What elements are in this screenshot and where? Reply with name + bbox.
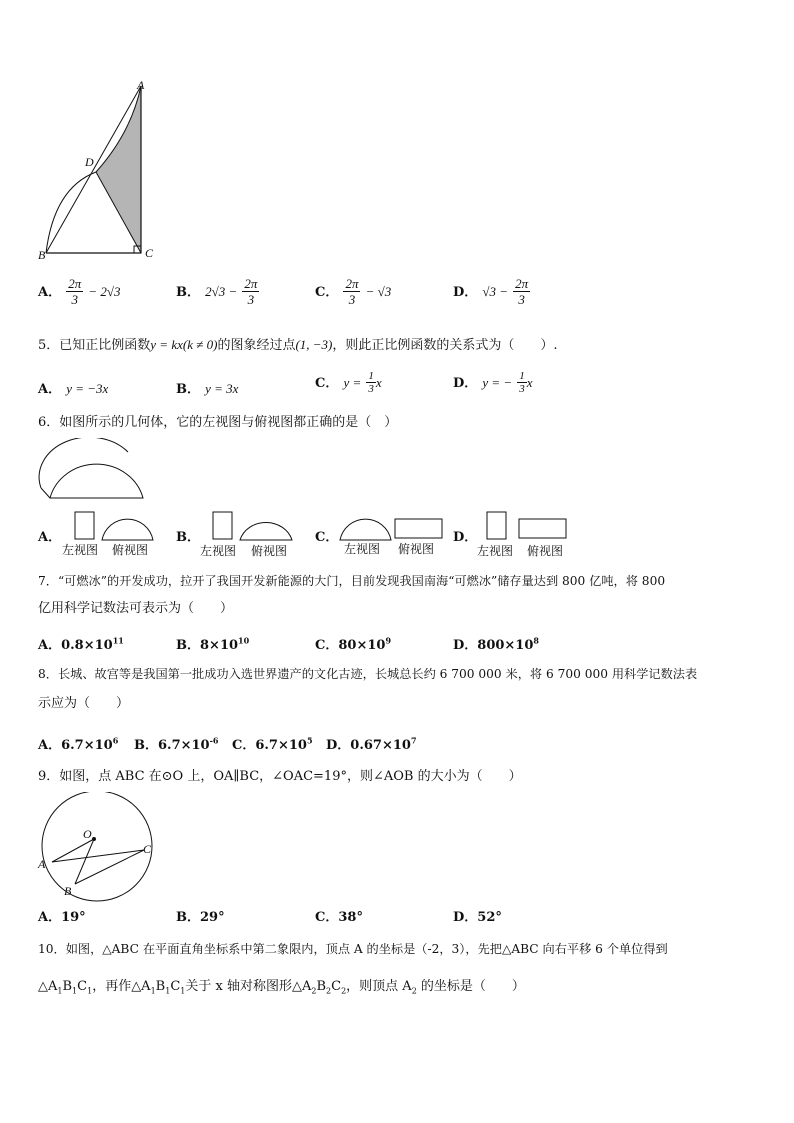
caption-top-view: 俯视图	[251, 544, 288, 558]
top-view-semicircle	[100, 512, 156, 542]
q9-option-c[interactable]: C．38°	[315, 910, 363, 925]
q8-option-b[interactable]: B．$6.7\times 10^{-6}$	[134, 735, 219, 753]
q5-stem: 5．已知正比例函数y = kx(k ≠ 0)的图象经过点(1, −3)，则此正比例函数的关系式为（ ）.	[38, 337, 558, 353]
q7-stem-line1: 7．“可燃冰”的开发成功，拉开了我国开发新能源的大门，目前发现我国南海“可燃冰”储存量达到 800 亿吨，将 800	[38, 574, 666, 588]
q6-option-d[interactable]: D．	[453, 530, 478, 545]
q9-stem: 9．如图，点 ABC 在⊙O 上，OA∥BC，∠OAC=19°，则∠AOB 的大小为（ ）	[38, 769, 522, 784]
q8-option-c[interactable]: C．$6.7\times 10^5$	[232, 735, 313, 753]
q7-option-b[interactable]: B．$8\times 10^{10}$	[176, 635, 250, 653]
top-view-rect-wide	[518, 518, 568, 540]
q7-option-a[interactable]: A．$0.8\times 10^{11}$	[38, 635, 124, 653]
q5-option-c[interactable]: C． y = $\frac{1}{3}$ x	[315, 370, 382, 395]
q7-option-c[interactable]: C．$80\times 10^9$	[315, 635, 392, 653]
caption-left-view: 左视图	[477, 544, 514, 558]
left-view-rect-tall	[212, 511, 234, 541]
label-a: A	[137, 78, 145, 92]
caption-left-view: 左视图	[344, 542, 381, 556]
q7-option-d[interactable]: D．$800\times 10^8$	[453, 635, 539, 653]
q8-stem-line1: 8．长城、故宫等是我国第一批成功入选世界遗产的文化古迹，长城总长约 6 700 000 米，将 6 700 000 用科学记数法表	[38, 667, 698, 681]
q10-stem-line2: $\triangle A_1B_1C_1$，再作$\triangle A_1B_1C_1$关于 x 轴对称图形$\triangle A_2B_2C_2$，则顶点 $A_2$ 的坐标是（ ）	[38, 979, 525, 996]
arc-bd	[46, 172, 96, 253]
top-view-rect-wide	[394, 518, 444, 540]
caption-left-view: 左视图	[200, 544, 237, 558]
caption-top-view: 俯视图	[527, 544, 564, 558]
q4-figure	[36, 78, 166, 268]
q9-option-d[interactable]: D．52°	[453, 910, 502, 925]
q9-circle-figure	[38, 792, 160, 904]
q8-stem-line2: 示应为（ ）	[38, 696, 130, 711]
q6-stem: 6．如图所示的几何体，它的左视图与俯视图都正确的是（ ）	[38, 415, 398, 430]
label-c: C	[145, 246, 154, 260]
q6-option-a[interactable]: A．	[38, 530, 62, 545]
top-view-semicircle-wide	[238, 512, 294, 542]
label-c: C	[143, 842, 152, 856]
q8-option-d[interactable]: D．$0.67\times 10^7$	[326, 735, 417, 753]
label-b: B	[64, 884, 72, 898]
caption-top-view: 俯视图	[398, 542, 435, 556]
left-view-semicircle	[338, 512, 394, 542]
label-b: B	[38, 248, 46, 262]
q9-option-a[interactable]: A．19°	[38, 910, 86, 925]
left-view-rect-tall	[74, 511, 96, 541]
q4-option-d[interactable]: D． √3 − $\frac{2\pi}{3}$	[453, 276, 529, 307]
q10-stem-line1: 10．如图，△ABC 在平面直角坐标系中第二象限内，顶点 A 的坐标是（-2，3），先把△ABC 向右平移 6 个单位得到	[38, 942, 668, 956]
caption-top-view: 俯视图	[112, 543, 149, 557]
q4-option-a[interactable]: A． $\frac{2\pi}{3}$ − 2√3	[38, 276, 121, 307]
q9-option-b[interactable]: B．29°	[176, 910, 225, 925]
q4-option-b[interactable]: B． 2√3 − $\frac{2\pi}{3}$	[176, 276, 258, 307]
left-view-rect-tall	[486, 511, 508, 541]
label-d: D	[85, 155, 94, 169]
q4-option-c[interactable]: C． $\frac{2\pi}{3}$ − √3	[315, 276, 392, 307]
q8-option-a[interactable]: A．$6.7\times 10^6$	[38, 735, 119, 753]
q6-solid-figure	[36, 438, 148, 500]
q5-option-b[interactable]: B． y = 3x	[176, 381, 239, 397]
q7-stem-line2: 亿用科学记数法可表示为（ ）	[38, 601, 234, 616]
label-a: A	[38, 857, 46, 871]
q6-option-b[interactable]: B．	[176, 530, 200, 545]
q5-option-d[interactable]: D． y = − $\frac{1}{3}$ x	[453, 370, 533, 395]
label-o: O	[83, 827, 92, 841]
caption-left-view: 左视图	[62, 543, 99, 557]
shaded-region	[96, 86, 141, 253]
q6-option-c[interactable]: C．	[315, 530, 339, 545]
q5-option-a[interactable]: A． y = −3x	[38, 381, 109, 397]
